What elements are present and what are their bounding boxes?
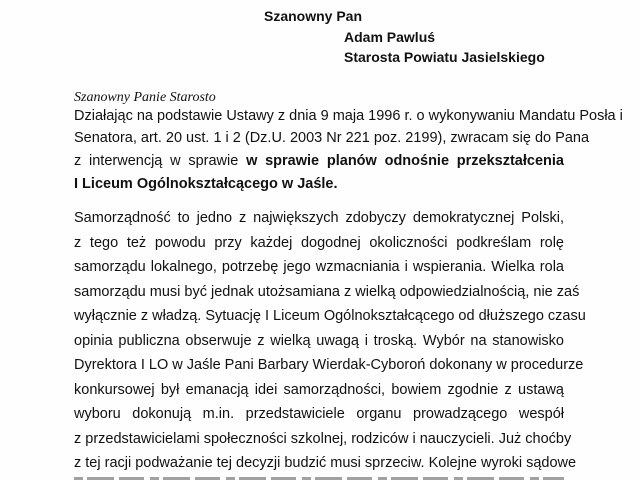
paragraph-line: Działając na podstawie Ustawy z dnia 9 maja 1996 r. o wykonywaniu Mandatu Posła i <box>74 108 623 124</box>
salutation: Szanowny Panie Starosto <box>74 90 216 105</box>
intervention-text: z interwencją w sprawie <box>74 153 247 169</box>
paragraph-line: wyłącznie z władzą. Sytuację I Liceum Ogólnokształcącego od dłuższego czasu <box>74 308 586 324</box>
paragraph-line: opinia publiczna obserwuje z wielką uwagą i troską. Wybór na stanowisko <box>74 333 564 349</box>
address-name: Adam Pawluś <box>344 29 436 45</box>
address-title: Starosta Powiatu Jasielskiego <box>344 49 545 65</box>
paragraph-line: samorządu lokalnego, potrzebę jego wzmacniania i wspierania. Wielka rola <box>74 259 564 275</box>
paragraph-line: wyboru dokonują m.in. przedstawiciele organu prowadzącego wespół <box>74 406 564 422</box>
paragraph-line: samorządu musi być jednak utożsamiana z wielką odpowiedzialnością, nie zaś <box>74 284 580 300</box>
subject-bold-text: w sprawie planów odnośnie przekształcenia <box>246 153 564 169</box>
paragraph-line: z tej racji podważanie tej decyzji budzić musi sprzeciw. Kolejne wyroki sądowe <box>74 455 577 471</box>
paragraph-line: z tego też powodu przy każdej dogodnej okoliczności podkreślam rolę <box>74 235 564 251</box>
paragraph-line: Dyrektora I LO w Jaśle Pani Barbary Wierdak-Cyboroń dokonany w procedurze <box>74 357 584 373</box>
paragraph-line <box>74 153 564 169</box>
cut-off-next-line <box>74 472 564 480</box>
subject-bold-line: I Liceum Ogólnokształcącego w Jaśle. <box>74 176 338 192</box>
paragraph-line: konkursowej był emanacją idei samorządności, bowiem zgodnie z ustawą <box>74 382 564 398</box>
paragraph-line: Senatora, art. 20 ust. 1 i 2 (Dz.U. 2003 Nr 221 poz. 2199), zwracam się do Pana <box>74 130 590 146</box>
paragraph-line: Samorządność to jedno z największych zdobyczy demokratycznej Polski, <box>74 210 564 226</box>
paragraph-line: z przedstawicielami społeczności szkolnej, rodziców i nauczycieli. Już choćby <box>74 431 572 447</box>
address-greeting: Szanowny Pan <box>264 8 363 24</box>
